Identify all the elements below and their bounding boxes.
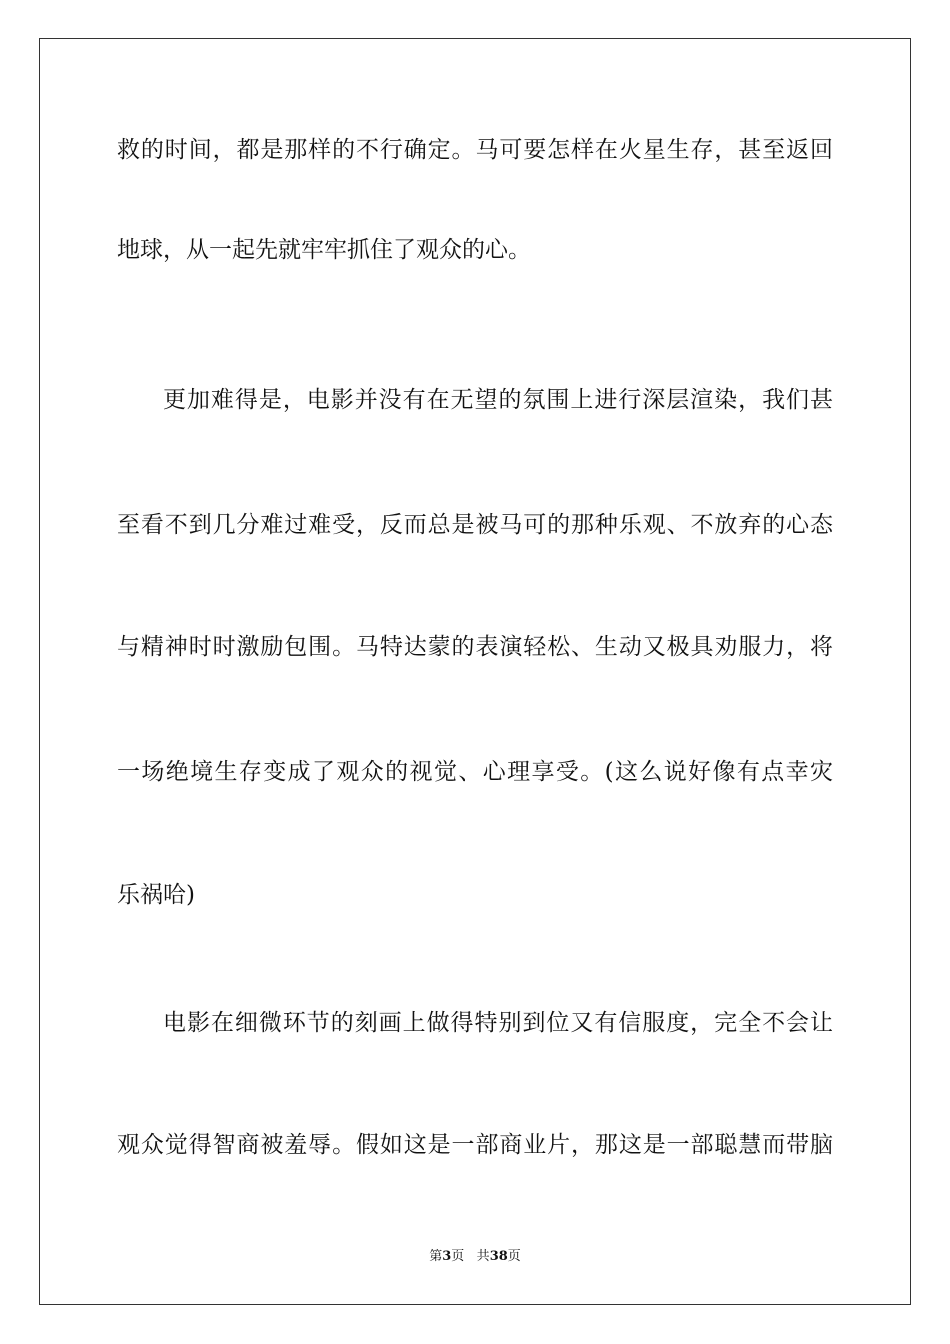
body-text-line: 乐祸哈) xyxy=(117,882,195,908)
body-text-line: 一场绝境生存变成了观众的视觉、心理享受。(这么说好像有点幸灾 xyxy=(117,759,833,785)
footer-page-number: 3 xyxy=(442,1249,452,1264)
page-border xyxy=(39,38,911,1305)
paragraph-first-line: 电影在细微环节的刻画上做得特别到位又有信服度，完全不会让 xyxy=(163,1010,833,1036)
footer-page-prefix: 第 xyxy=(429,1249,443,1264)
body-text-line: 救的时间，都是那样的不行确定。马可要怎样在火星生存，甚至返回 xyxy=(117,137,833,163)
body-text-line: 观众觉得智商被羞辱。假如这是一部商业片，那这是一部聪慧而带脑 xyxy=(117,1132,833,1158)
footer-total-prefix: 共 xyxy=(476,1249,490,1264)
footer-total-suffix: 页 xyxy=(507,1249,521,1264)
page-footer xyxy=(0,1248,950,1266)
paragraph-first-line: 更加难得是，电影并没有在无望的氛围上进行深层渲染，我们甚 xyxy=(163,387,833,413)
body-text-line: 与精神时时激励包围。马特达蒙的表演轻松、生动又极具劝服力，将 xyxy=(117,634,833,660)
footer-page-suffix: 页 xyxy=(451,1249,465,1264)
body-text-line: 地球，从一起先就牢牢抓住了观众的心。 xyxy=(117,237,531,263)
body-text-line: 至看不到几分难过难受，反而总是被马可的那种乐观、不放弃的心态 xyxy=(117,512,833,538)
footer-total-pages: 38 xyxy=(489,1249,508,1264)
